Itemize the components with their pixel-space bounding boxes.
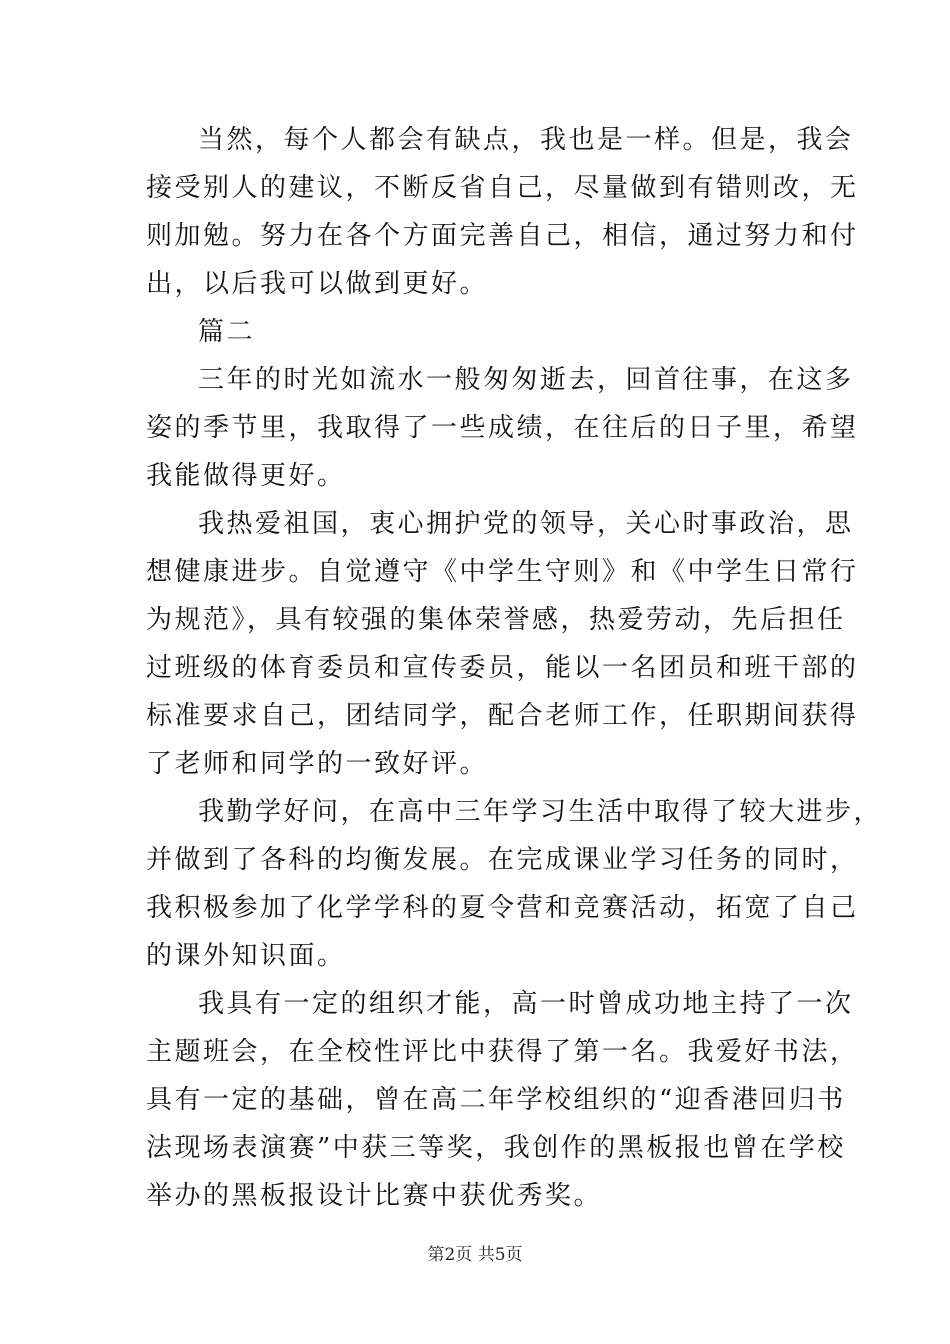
paragraph-line: 主题班会，在全校性评比中获得了第一名。我爱好书法，: [146, 1037, 859, 1067]
paragraph-line: 具有一定的基础，曾在高二年学校组织的“迎香港回归书: [146, 1085, 846, 1115]
paragraph-line: 接受别人的建议，不断反省自己，尽量做到有错则改，无: [146, 173, 859, 203]
paragraph-line: 我能做得更好。: [146, 461, 346, 491]
page-number-footer: 第2页 共5页: [427, 1245, 523, 1265]
section-heading: 篇二: [198, 317, 256, 347]
paragraph-2: [146, 356, 859, 500]
paragraph-line: 我具有一定的组织才能，高一时曾成功地主持了一次: [198, 989, 854, 1019]
document-body: [146, 116, 883, 1220]
paragraph-line: 姿的季节里，我取得了一些成绩，在往后的日子里，希望: [146, 413, 859, 443]
paragraph-4: [146, 788, 883, 980]
paragraph-line: 出，以后我可以做到更好。: [146, 269, 489, 299]
paragraph-1: [146, 116, 859, 308]
paragraph-line: 我勤学好问，在高中三年学习生活中取得了较大进步，: [198, 797, 883, 827]
paragraph-line: 想健康进步。自觉遵守《中学生守则》和《中学生日常行: [146, 557, 859, 587]
paragraph-line: 举办的黑板报设计比赛中获优秀奖。: [146, 1181, 603, 1211]
paragraph-line: 我积极参加了化学学科的夏令营和竞赛活动，拓宽了自己: [146, 893, 859, 923]
paragraph-line: 标准要求自己，团结同学，配合老师工作，任职期间获得: [146, 701, 859, 731]
paragraph-line: 三年的时光如流水一般匆匆逝去，回首往事，在这多: [198, 365, 854, 395]
paragraph-line: 过班级的体育委员和宣传委员，能以一名团员和班干部的: [146, 653, 859, 683]
paragraph-line: 我热爱祖国，衷心拥护党的领导，关心时事政治，思: [198, 509, 854, 539]
paragraph-line: 当然，每个人都会有缺点，我也是一样。但是，我会: [198, 125, 854, 155]
paragraph-line: 法现场表演赛”中获三等奖，我创作的黑板报也曾在学校: [146, 1133, 846, 1163]
paragraph-3: [146, 500, 859, 788]
paragraph-line: 了老师和同学的一致好评。: [146, 749, 489, 779]
paragraph-line: 为规范》，具有较强的集体荣誉感，热爱劳动，先后担任: [146, 605, 846, 635]
paragraph-line: 并做到了各科的均衡发展。在完成课业学习任务的同时，: [146, 845, 859, 875]
paragraph-5: [146, 980, 859, 1220]
paragraph-line: 的课外知识面。: [146, 941, 346, 971]
paragraph-line: 则加勉。努力在各个方面完善自己，相信，通过努力和付: [146, 221, 859, 251]
